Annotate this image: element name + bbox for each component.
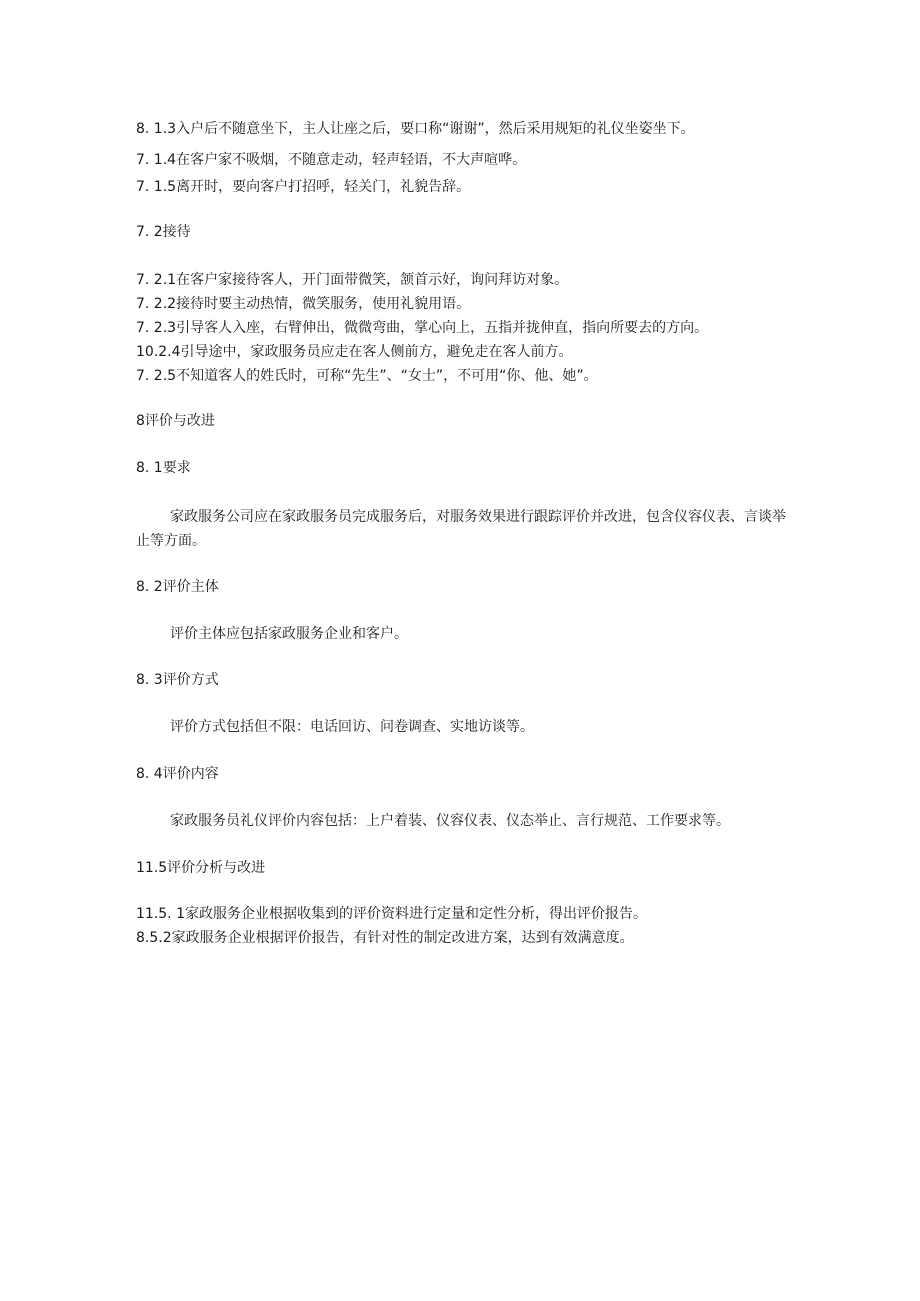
clause-10-2-4: 10.2.4引导途中，家政服务员应走在客人侧前方，避免走在客人前方。 bbox=[136, 344, 573, 360]
clause-7-2-3: 7. 2.3引导客人入座，右臂伸出，微微弯曲，掌心向上，五指并拢伸直，指向所要去的方向。 bbox=[136, 320, 709, 336]
clause-8-1-3: 8. 1.3入户后不随意坐下，主人让座之后，要口称“谢谢”，然后采用规矩的礼仪坐姿坐下。 bbox=[136, 121, 695, 137]
paragraph-8-4: 家政服务员礼仪评价内容包括：上户着装、仪容仪表、仪态举止、言行规范、工作要求等。 bbox=[170, 813, 730, 829]
heading-8: 8评价与改进 bbox=[136, 413, 215, 429]
heading-8-1: 8. 1要求 bbox=[136, 460, 191, 476]
heading-8-3: 8. 3评价方式 bbox=[136, 672, 219, 688]
clause-7-1-5: 7. 1.5离开时，要向客户打招呼，轻关门，礼貌告辞。 bbox=[136, 179, 471, 195]
heading-7-2: 7. 2接待 bbox=[136, 224, 191, 240]
paragraph-8-1: 家政服务公司应在家政服务员完成服务后，对服务效果进行跟踪评价并改进，包含仪容仪表、言谈举止等方面。 bbox=[136, 509, 786, 549]
heading-11-5: 11.5评价分析与改进 bbox=[136, 860, 266, 876]
clause-7-2-5: 7. 2.5不知道客人的姓氏时，可称“先生”、“女士”，不可用“你、他、她”。 bbox=[136, 368, 598, 384]
clause-11-5-1: 11.5. 1家政服务企业根据收集到的评价资料进行定量和定性分析，得出评价报告。 bbox=[136, 906, 647, 922]
clause-7-2-2: 7. 2.2接待时要主动热情，微笑服务，使用礼貌用语。 bbox=[136, 296, 471, 312]
heading-8-2: 8. 2评价主体 bbox=[136, 579, 219, 595]
heading-8-4: 8. 4评价内容 bbox=[136, 766, 219, 782]
paragraph-8-3: 评价方式包括但不限：电话回访、问卷调查、实地访谈等。 bbox=[170, 719, 534, 735]
clause-7-1-4: 7. 1.4在客户家不吸烟，不随意走动，轻声轻语，不大声喧哗。 bbox=[136, 152, 527, 168]
paragraph-8-2: 评价主体应包括家政服务企业和客户。 bbox=[170, 626, 408, 642]
clause-8-5-2: 8.5.2家政服务企业根据评价报告，有针对性的制定改进方案，达到有效满意度。 bbox=[136, 930, 634, 946]
clause-7-2-1: 7. 2.1在客户家接待客人，开门面带微笑，颔首示好，询问拜访对象。 bbox=[136, 272, 569, 288]
